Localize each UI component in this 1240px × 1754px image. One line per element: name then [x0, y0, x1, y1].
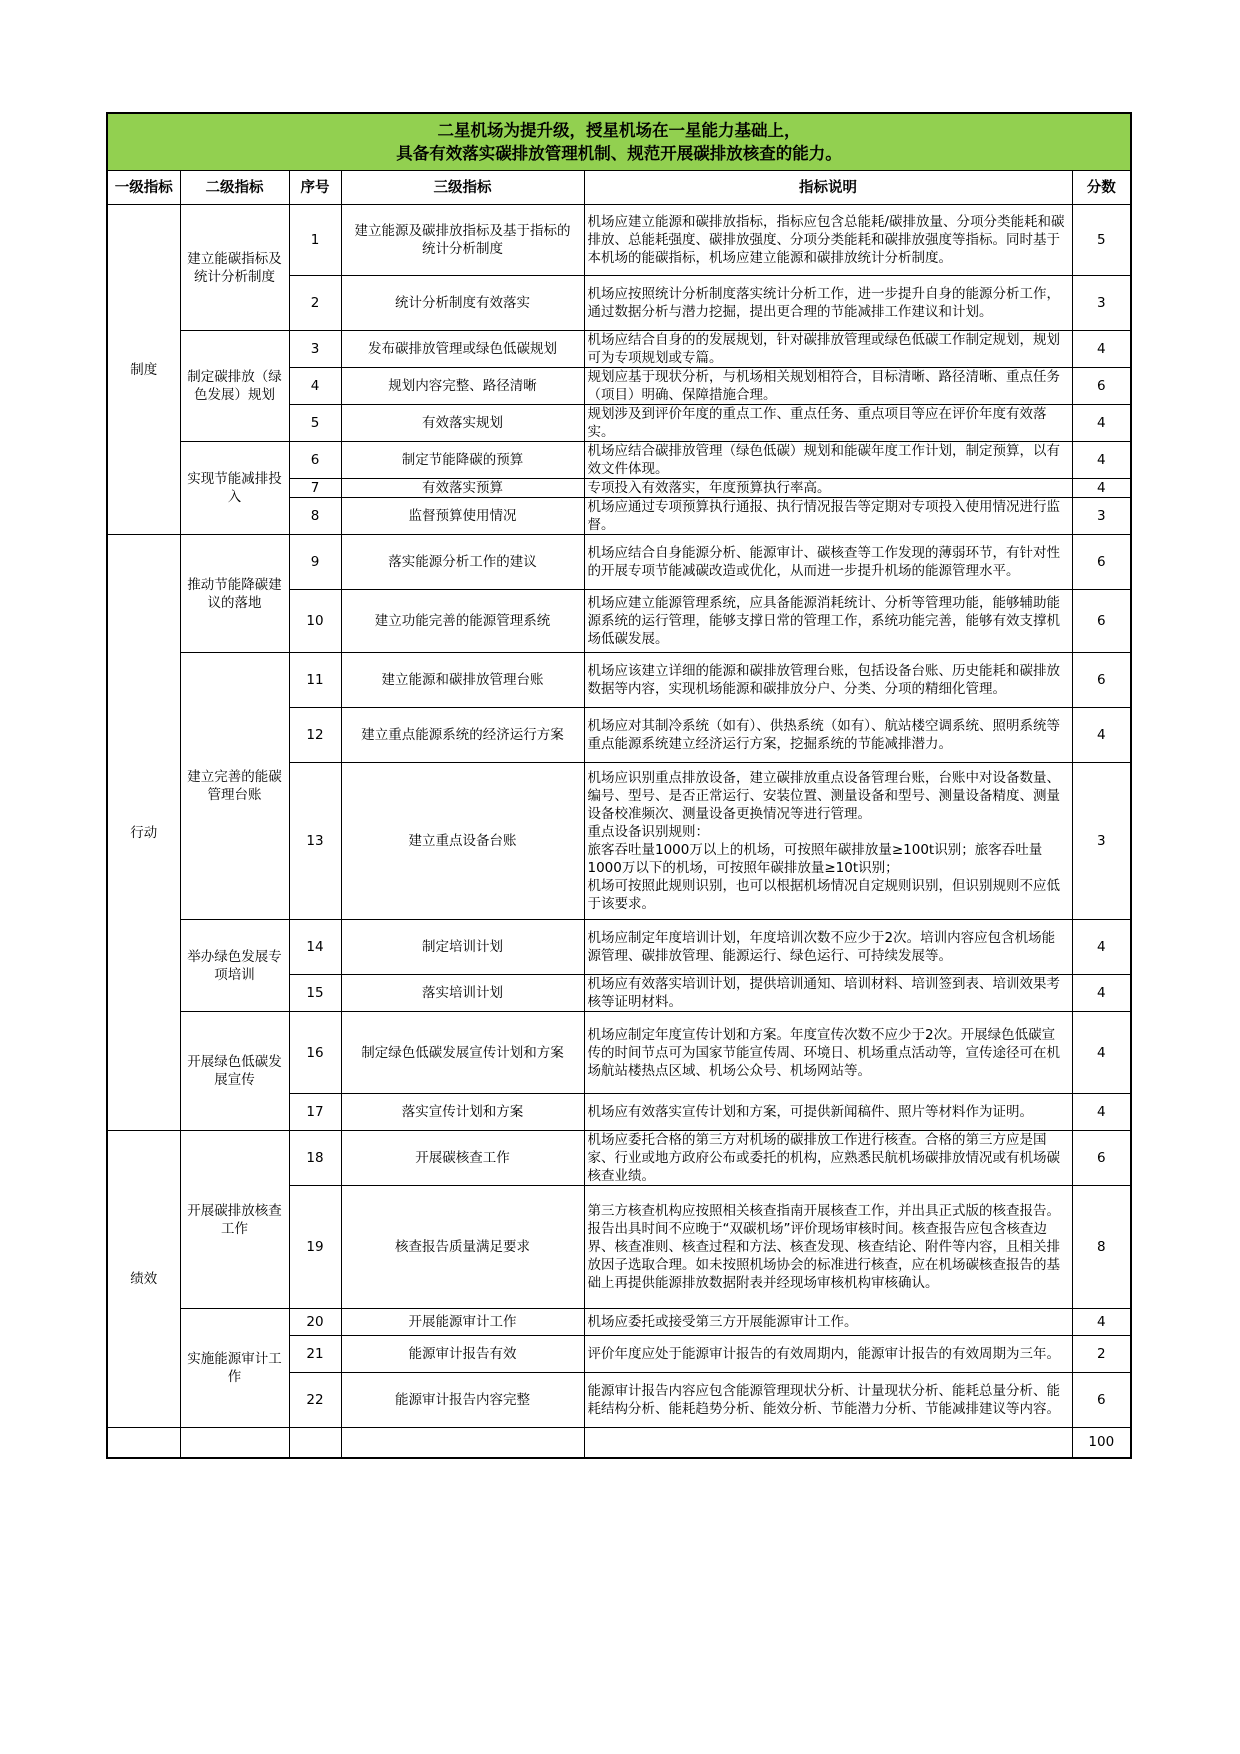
description-cell: 机场应制定年度宣传计划和方案。年度宣传次数不应少于2次。开展绿色低碳宣传的时间节点可为国家节能宣传周、环境日、机场重点活动等，宣传途径可在机场航站楼热点区域、机场公众号、机场网站等。: [584, 1012, 1072, 1094]
index-cell: 8: [289, 498, 341, 535]
table-row: [107, 1309, 1131, 1336]
index-cell: 10: [289, 590, 341, 653]
table-row: [107, 205, 1131, 276]
description-cell: 专项投入有效落实，年度预算执行率高。: [584, 479, 1072, 498]
description-cell: 机场应有效落实宣传计划和方案，可提供新闻稿件、照片等材料作为证明。: [584, 1094, 1072, 1131]
level3-cell: 建立能源及碳排放指标及基于指标的统计分析制度: [341, 205, 584, 276]
score-cell: 6: [1072, 368, 1131, 405]
level3-cell: 落实培训计划: [341, 975, 584, 1012]
header-row: [107, 171, 1131, 205]
level2-cell: 建立完善的能碳管理台账: [180, 653, 289, 920]
total-empty-cell: [180, 1428, 289, 1458]
score-cell: 6: [1072, 1131, 1131, 1186]
description-cell: 规划应基于现状分析，与机场相关规划相符合，目标清晰、路径清晰、重点任务（项目）明确、保障措施合理。: [584, 368, 1072, 405]
description-cell: 机场应委托或接受第三方开展能源审计工作。: [584, 1309, 1072, 1336]
header-level2: 二级指标: [180, 171, 289, 205]
index-cell: 12: [289, 708, 341, 763]
table-row: [107, 1131, 1131, 1186]
description-cell: 机场应制定年度培训计划，年度培训次数不应少于2次。培训内容应包含机场能源管理、碳排放管理、能源运行、绿色运行、可持续发展等。: [584, 920, 1072, 975]
level2-cell: 制定碳排放（绿色发展）规划: [180, 331, 289, 442]
level2-cell: 实施能源审计工作: [180, 1309, 289, 1428]
score-cell: 4: [1072, 331, 1131, 368]
description-cell: 机场应委托合格的第三方对机场的碳排放工作进行核查。合格的第三方应是国家、行业或地方政府公布或委托的机构，应熟悉民航机场碳排放情况或有机场碳核查业绩。: [584, 1131, 1072, 1186]
table-row: [107, 535, 1131, 590]
score-cell: 3: [1072, 276, 1131, 331]
total-empty-cell: [584, 1428, 1072, 1458]
level1-cell: 绩效: [107, 1131, 180, 1428]
level3-cell: 建立重点能源系统的经济运行方案: [341, 708, 584, 763]
score-cell: 4: [1072, 1309, 1131, 1336]
total-empty-cell: [341, 1428, 584, 1458]
level2-cell: 开展碳排放核查工作: [180, 1131, 289, 1309]
level3-cell: 制定节能降碳的预算: [341, 442, 584, 479]
score-cell: 4: [1072, 920, 1131, 975]
description-cell: 机场应对其制冷系统（如有）、供热系统（如有）、航站楼空调系统、照明系统等重点能源系统建立经济运行方案，挖掘系统的节能减排潜力。: [584, 708, 1072, 763]
description-cell: 评价年度应处于能源审计报告的有效周期内，能源审计报告的有效周期为三年。: [584, 1336, 1072, 1373]
table-row: [107, 1012, 1131, 1094]
level3-cell: 开展能源审计工作: [341, 1309, 584, 1336]
score-cell: 4: [1072, 479, 1131, 498]
index-cell: 13: [289, 763, 341, 920]
score-cell: 8: [1072, 1186, 1131, 1309]
level3-cell: 制定绿色低碳发展宣传计划和方案: [341, 1012, 584, 1094]
score-cell: 4: [1072, 708, 1131, 763]
header-description: 指标说明: [584, 171, 1072, 205]
index-cell: 5: [289, 405, 341, 442]
description-cell: 机场应识别重点排放设备，建立碳排放重点设备管理台账，台账中对设备数量、编号、型号、是否正常运行、安装位置、测量设备和型号、测量设备精度、测量设备校准频次、测量设备更换情况等进行管理。 重点设备识别规则： 旅客吞吐量1000万以上的机场，可按照年碳排放量≥100t识别；旅客吞吐量1000万以下的机场，可按照年碳排放量≥10t识别； 机场可按照此规则识别，也可以根据机场情况自定规则识别，但识别规则不应低于该要求。: [584, 763, 1072, 920]
description-cell: 机场应建立能源和碳排放指标，指标应包含总能耗/碳排放量、分项分类能耗和碳排放、总能耗强度、碳排放强度、分项分类能耗和碳排放强度等指标。同时基于本机场的能碳指标，机场应建立能源和碳排放统计分析制度。: [584, 205, 1072, 276]
level1-cell: 制度: [107, 205, 180, 535]
header-score: 分数: [1072, 171, 1131, 205]
index-cell: 7: [289, 479, 341, 498]
title-row: [107, 113, 1131, 171]
score-cell: 4: [1072, 975, 1131, 1012]
index-cell: 22: [289, 1373, 341, 1428]
score-cell: 4: [1072, 1094, 1131, 1131]
index-cell: 21: [289, 1336, 341, 1373]
level3-cell: 建立重点设备台账: [341, 763, 584, 920]
index-cell: 4: [289, 368, 341, 405]
description-cell: 机场应通过专项预算执行通报、执行情况报告等定期对专项投入使用情况进行监督。: [584, 498, 1072, 535]
level2-cell: 推动节能降碳建议的落地: [180, 535, 289, 653]
level2-cell: 建立能碳指标及统计分析制度: [180, 205, 289, 331]
title-line-1: 二星机场为提升级，授星机场在一星能力基础上，: [437, 121, 801, 140]
level3-cell: 建立功能完善的能源管理系统: [341, 590, 584, 653]
index-cell: 19: [289, 1186, 341, 1309]
score-cell: 6: [1072, 653, 1131, 708]
level3-cell: 规划内容完整、路径清晰: [341, 368, 584, 405]
score-cell: 3: [1072, 763, 1131, 920]
score-cell: 4: [1072, 405, 1131, 442]
description-cell: 规划涉及到评价年度的重点工作、重点任务、重点项目等应在评价年度有效落实。: [584, 405, 1072, 442]
description-cell: 机场应有效落实培训计划，提供培训通知、培训材料、培训签到表、培训效果考核等证明材料。: [584, 975, 1072, 1012]
level3-cell: 能源审计报告有效: [341, 1336, 584, 1373]
title-line-2: 具备有效落实碳排放管理机制、规范开展碳排放核查的能力。: [396, 144, 842, 163]
index-cell: 14: [289, 920, 341, 975]
description-cell: 能源审计报告内容应包含能源管理现状分析、计量现状分析、能耗总量分析、能耗结构分析、能耗趋势分析、能效分析、节能潜力分析、节能减排建议等内容。: [584, 1373, 1072, 1428]
index-cell: 9: [289, 535, 341, 590]
level2-cell: 举办绿色发展专项培训: [180, 920, 289, 1012]
level3-cell: 有效落实预算: [341, 479, 584, 498]
level3-cell: 开展碳核查工作: [341, 1131, 584, 1186]
score-cell: 6: [1072, 535, 1131, 590]
level3-cell: 监督预算使用情况: [341, 498, 584, 535]
level1-cell: 行动: [107, 535, 180, 1131]
index-cell: 6: [289, 442, 341, 479]
level3-cell: 发布碳排放管理或绿色低碳规划: [341, 331, 584, 368]
index-cell: 20: [289, 1309, 341, 1336]
level3-cell: 能源审计报告内容完整: [341, 1373, 584, 1428]
score-cell: 4: [1072, 1012, 1131, 1094]
score-cell: 3: [1072, 498, 1131, 535]
table-row: [107, 331, 1131, 368]
description-cell: 机场应结合自身的的发展规划，针对碳排放管理或绿色低碳工作制定规划，规划可为专项规划或专篇。: [584, 331, 1072, 368]
table-title: [107, 113, 1131, 171]
level3-cell: 有效落实规划: [341, 405, 584, 442]
description-cell: 机场应建立能源管理系统，应具备能源消耗统计、分析等管理功能，能够辅助能源系统的运行管理，能够支撑日常的管理工作，系统功能完善，能够有效支撑机场低碳发展。: [584, 590, 1072, 653]
score-cell: 2: [1072, 1336, 1131, 1373]
level3-cell: 统计分析制度有效落实: [341, 276, 584, 331]
score-cell: 5: [1072, 205, 1131, 276]
index-cell: 15: [289, 975, 341, 1012]
header-level1: 一级指标: [107, 171, 180, 205]
index-cell: 1: [289, 205, 341, 276]
level3-cell: 核查报告质量满足要求: [341, 1186, 584, 1309]
header-level3: 三级指标: [341, 171, 584, 205]
index-cell: 3: [289, 331, 341, 368]
score-cell: 6: [1072, 590, 1131, 653]
total-empty-cell: [107, 1428, 180, 1458]
indicator-table: [106, 112, 1132, 1459]
total-score-cell: 100: [1072, 1428, 1131, 1458]
header-index: 序号: [289, 171, 341, 205]
level3-cell: 建立能源和碳排放管理台账: [341, 653, 584, 708]
index-cell: 18: [289, 1131, 341, 1186]
index-cell: 16: [289, 1012, 341, 1094]
description-cell: 机场应按照统计分析制度落实统计分析工作，进一步提升自身的能源分析工作，通过数据分析与潜力挖掘，提出更合理的节能减排工作建议和计划。: [584, 276, 1072, 331]
description-cell: 机场应该建立详细的能源和碳排放管理台账，包括设备台账、历史能耗和碳排放数据等内容，实现机场能源和碳排放分户、分类、分项的精细化管理。: [584, 653, 1072, 708]
total-empty-cell: [289, 1428, 341, 1458]
level2-cell: 实现节能减排投入: [180, 442, 289, 535]
index-cell: 17: [289, 1094, 341, 1131]
score-cell: 4: [1072, 442, 1131, 479]
table-row: [107, 920, 1131, 975]
score-cell: 6: [1072, 1373, 1131, 1428]
description-cell: 机场应结合自身能源分析、能源审计、碳核查等工作发现的薄弱环节，有针对性的开展专项节能减碳改造或优化，从而进一步提升机场的能源管理水平。: [584, 535, 1072, 590]
total-row: [107, 1428, 1131, 1458]
index-cell: 11: [289, 653, 341, 708]
index-cell: 2: [289, 276, 341, 331]
table-row: [107, 653, 1131, 708]
level2-cell: 开展绿色低碳发展宣传: [180, 1012, 289, 1131]
level3-cell: 落实能源分析工作的建议: [341, 535, 584, 590]
table-row: [107, 442, 1131, 479]
description-cell: 第三方核查机构应按照相关核查指南开展核查工作，并出具正式版的核查报告。报告出具时间不应晚于“双碳机场”评价现场审核时间。核查报告应包含核查边界、核查准则、核查过程和方法、核查发现、核查结论、附件等内容，且相关排放因子选取合理。如未按照机场协会的标准进行核查，应在机场碳核查报告的基础上再提供能源排放数据附表并经现场审核机构审核确认。: [584, 1186, 1072, 1309]
level3-cell: 制定培训计划: [341, 920, 584, 975]
description-cell: 机场应结合碳排放管理（绿色低碳）规划和能碳年度工作计划，制定预算，以有效文件体现。: [584, 442, 1072, 479]
indicator-sheet: [106, 112, 1130, 1459]
level3-cell: 落实宣传计划和方案: [341, 1094, 584, 1131]
